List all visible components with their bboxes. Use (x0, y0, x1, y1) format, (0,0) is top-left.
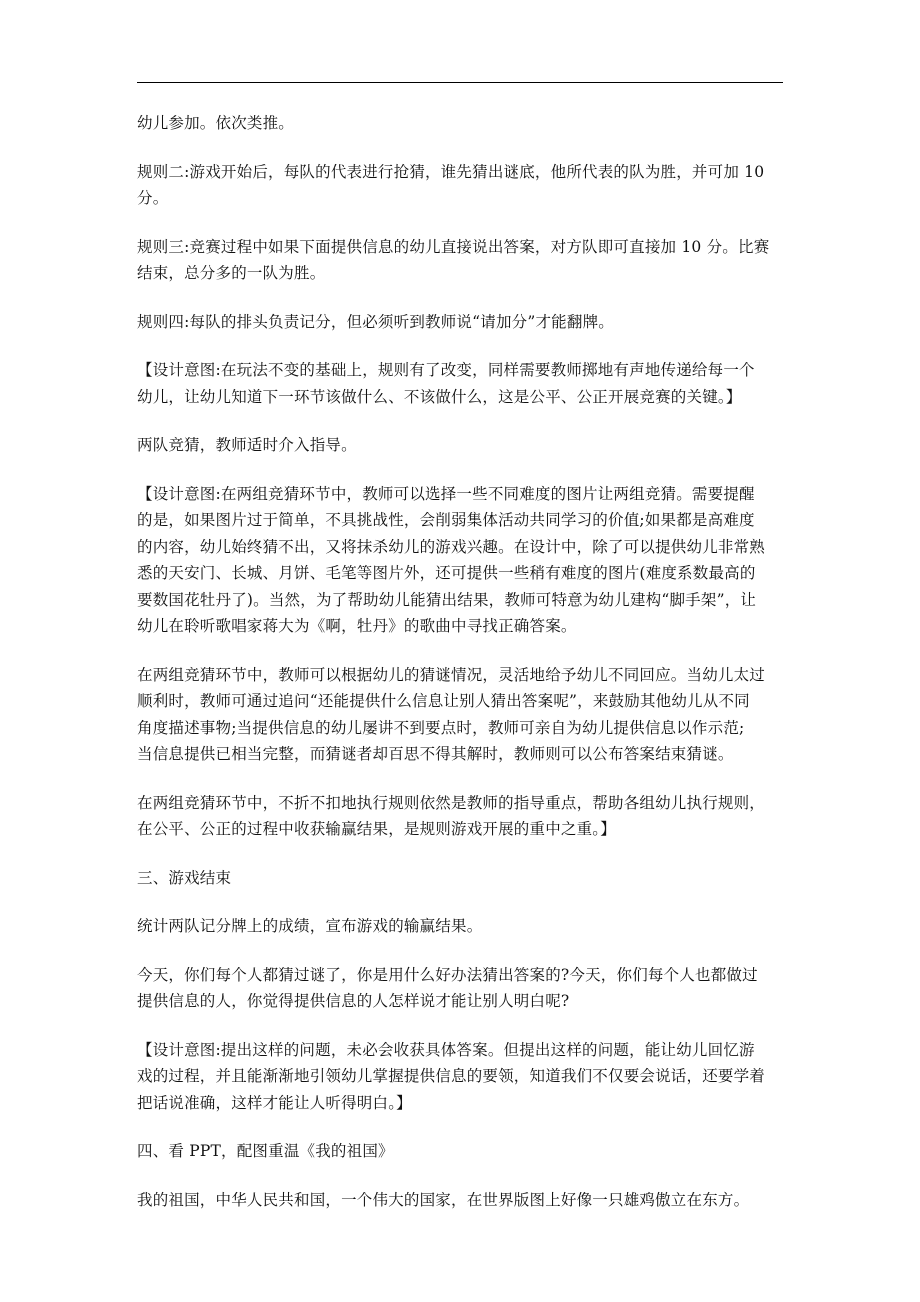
text-line: 结束，总分多的一队为胜。 (137, 264, 326, 282)
paragraph (137, 662, 787, 768)
paragraph (137, 357, 787, 410)
text-line: 顺利时，教师可通过追问“还能提供什么信息让别人猜出答案呢”，来鼓励其他幼儿从不同 (137, 692, 750, 710)
text-line: 两队竞猜，教师适时介入指导。 (137, 436, 357, 454)
text-line: 幼儿，让幼儿知道下一环节该做什么、不该做什么，这是公平、公正开展竞赛的关键。】 (137, 387, 742, 406)
text-line: 四、看 PPT，配图重温《我的祖国》 (137, 1142, 394, 1160)
text-line: 规则四:每队的排头负责记分，但必须听到教师说“请加分”才能翻牌。 (137, 312, 614, 331)
text-line: 【设计意图:在玩法不变的基础上，规则有了改变，同样需要教师掷地有声地传递给每一个 (137, 361, 755, 379)
paragraph (137, 790, 787, 843)
paragraph (137, 234, 787, 287)
text-line: 【设计意图:在两组竞猜环节中，教师可以选择一些不同难度的图片让两组竞猜。需要提醒 (137, 484, 755, 503)
text-line: 规则三:竞赛过程中如果下面提供信息的幼儿直接说出答案，对方队即可直接加 10 分。比赛 (137, 237, 770, 256)
text-line: 在两组竞猜环节中，不折不扣地执行规则依然是教师的指导重点，帮助各组幼儿执行规则， (137, 793, 766, 812)
text-line: 的是，如果图片过于简单，不具挑战性，会削弱集体活动共同学习的价值;如果都是高难度 (137, 511, 755, 529)
text-line: 在公平、公正的过程中收获输赢结果，是规则游戏开展的重中之重。】 (137, 820, 616, 838)
text-line: 【设计意图:提出这样的问题，未必会收获具体答案。但提出这样的问题，能让幼儿回忆游 (137, 1040, 755, 1059)
text-line: 的内容，幼儿始终猜不出，又将抹杀幼儿的游戏兴趣。在设计中，除了可以提供幼儿非常熟 (137, 537, 766, 556)
paragraph (137, 1138, 787, 1165)
text-line: 当信息提供已相当完整，而猜谜者却百思不得其解时，教师则可以公布答案结束猜谜。 (137, 745, 734, 763)
header-rule (137, 82, 783, 83)
paragraph (137, 481, 787, 640)
text-line: 在两组竞猜环节中，教师可以根据幼儿的猜谜情况，灵活地给予幼儿不同回应。当幼儿太过 (137, 665, 766, 684)
paragraph (137, 309, 787, 336)
text-line: 规则二:游戏开始后，每队的代表进行抢猜，谁先猜出谜底，他所代表的队为胜，并可加 10 (137, 162, 765, 181)
text-line: 提供信息的人，你觉得提供信息的人怎样说才能让别人明白呢? (137, 992, 570, 1010)
paragraph (137, 1187, 787, 1214)
text-line: 三、游戏结束 (137, 868, 232, 887)
paragraph (137, 913, 787, 940)
text-line: 我的祖国，中华人民共和国，一个伟大的国家，在世界版图上好像一只雄鸡傲立在东方。 (137, 1190, 750, 1209)
text-line: 统计两队记分牌上的成绩，宣布游戏的输赢结果。 (137, 917, 483, 935)
paragraph (137, 432, 787, 459)
text-line: 把话说准确，这样才能让人听得明白。】 (137, 1093, 412, 1112)
document-body (137, 110, 787, 1235)
text-line: 戏的过程，并且能渐渐地引领幼儿掌握提供信息的要领，知道我们不仅要会说话，还要学着 (137, 1067, 766, 1085)
text-line: 角度描述事物;当提供信息的幼儿屡讲不到要点时，教师可亲自为幼儿提供信息以作示范; (137, 718, 745, 737)
paragraph (137, 110, 787, 137)
text-line: 幼儿参加。依次类推。 (137, 114, 295, 132)
text-line: 今天，你们每个人都猜过谜了，你是用什么好办法猜出答案的?今天，你们每个人也都做过 (137, 965, 758, 984)
paragraph (137, 1037, 787, 1117)
paragraph (137, 962, 787, 1015)
text-line: 幼儿在聆听歌唱家蒋大为《啊，牡丹》的歌曲中寻找正确答案。 (137, 617, 577, 635)
text-line: 要数国花牡丹了)。当然，为了帮助幼儿能猜出结果，教师可特意为幼儿建构“脚手架”，让 (137, 590, 757, 609)
text-line: 分。 (137, 189, 169, 207)
text-line: 悉的天安门、长城、月饼、毛笔等图片外，还可提供一些稍有难度的图片(难度系数最高的 (137, 564, 756, 582)
paragraph (137, 865, 787, 892)
paragraph (137, 159, 787, 212)
